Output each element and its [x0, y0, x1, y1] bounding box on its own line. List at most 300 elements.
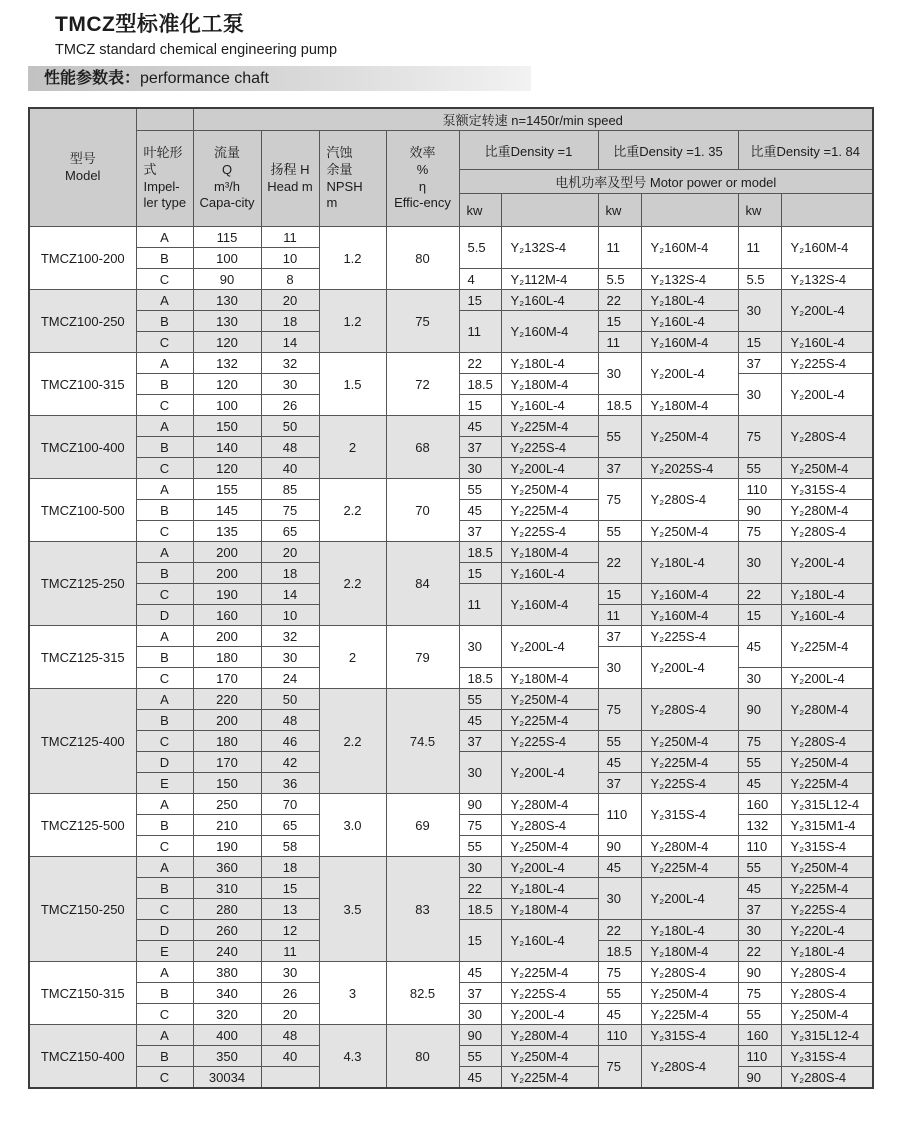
kw-cell-d1: 5.5: [459, 227, 501, 269]
table-row: [29, 626, 873, 647]
motor-model-cell-d135: Y₂250M-4: [641, 731, 738, 752]
npsh-cell: 2.2: [319, 479, 386, 542]
head-cell: 10: [261, 605, 319, 626]
kw-cell-d1: 15: [459, 290, 501, 311]
head-cell: 14: [261, 332, 319, 353]
flow-cell: 360: [193, 857, 261, 878]
impeller-type-cell: C: [136, 458, 193, 479]
impeller-type-cell: C: [136, 1004, 193, 1025]
motor-model-cell-d135: Y₂280S-4: [641, 962, 738, 983]
efficiency-cell: 80: [386, 1025, 459, 1089]
kw-cell-d135: 75: [598, 1046, 641, 1089]
head-cell: 58: [261, 836, 319, 857]
flow-cell: 170: [193, 668, 261, 689]
table-row: [29, 353, 873, 374]
kw-cell-d184: 90: [738, 500, 781, 521]
flow-cell: 400: [193, 1025, 261, 1046]
motor-model-cell-d184: Y₂280M-4: [781, 500, 873, 521]
flow-cell: 200: [193, 710, 261, 731]
motor-model-cell-d184: Y₂225M-4: [781, 773, 873, 794]
kw-cell-d184: 75: [738, 521, 781, 542]
impeller-type-cell: A: [136, 689, 193, 710]
motor-model-cell-d135: Y₂180L-4: [641, 542, 738, 584]
head-cell: 26: [261, 395, 319, 416]
impeller-type-cell: B: [136, 710, 193, 731]
motor-model-cell-d184: Y₂225M-4: [781, 626, 873, 668]
model-cell: TMCZ100-315: [29, 353, 136, 416]
flow-cell: 115: [193, 227, 261, 248]
kw-cell-d1: 18.5: [459, 899, 501, 920]
kw-cell-d1: 45: [459, 500, 501, 521]
motor-model-cell-d1: Y₂200L-4: [501, 752, 598, 794]
impeller-type-cell: A: [136, 626, 193, 647]
head-cell: 48: [261, 710, 319, 731]
motor-model-cell-d1: Y₂160M-4: [501, 584, 598, 626]
npsh-cell: 1.2: [319, 227, 386, 290]
motor-model-cell-d184: Y₂280S-4: [781, 1067, 873, 1089]
motor-model-cell-d135: Y₂160M-4: [641, 584, 738, 605]
head-cell: 18: [261, 311, 319, 332]
motor-model-cell-d184: Y₂280S-4: [781, 983, 873, 1004]
efficiency-cell: 70: [386, 479, 459, 542]
impeller-type-cell: B: [136, 815, 193, 836]
flow-cell: 190: [193, 584, 261, 605]
kw-cell-d184: 55: [738, 1004, 781, 1025]
flow-cell: 155: [193, 479, 261, 500]
kw-cell-d135: 22: [598, 920, 641, 941]
impeller-type-cell: C: [136, 269, 193, 290]
motor-model-cell-d135: Y₂160M-4: [641, 605, 738, 626]
kw-cell-d184: 22: [738, 584, 781, 605]
motor-model-cell-d1: Y₂160L-4: [501, 563, 598, 584]
head-cell: 30: [261, 374, 319, 395]
kw-cell-d135: 22: [598, 542, 641, 584]
head-cell: 65: [261, 815, 319, 836]
motor-model-cell-d184: Y₂225S-4: [781, 899, 873, 920]
motor-model-cell-d135: Y₂160L-4: [641, 311, 738, 332]
motor-model-cell-d1: Y₂225M-4: [501, 1067, 598, 1089]
flow-cell: 200: [193, 626, 261, 647]
kw-cell-d184: 45: [738, 626, 781, 668]
col-header-motor-model-3: [781, 194, 873, 227]
motor-model-cell-d1: Y₂160M-4: [501, 311, 598, 353]
impeller-type-cell: B: [136, 437, 193, 458]
head-cell: 30: [261, 647, 319, 668]
col-header-model: 型号 Model: [29, 108, 136, 227]
motor-model-cell-d1: Y₂280M-4: [501, 1025, 598, 1046]
model-cell: TMCZ150-400: [29, 1025, 136, 1089]
header-spacer-cell: [136, 108, 193, 131]
head-cell: [261, 1067, 319, 1089]
kw-cell-d1: 4: [459, 269, 501, 290]
kw-cell-d1: 45: [459, 416, 501, 437]
kw-cell-d135: 11: [598, 605, 641, 626]
motor-model-cell-d184: Y₂280M-4: [781, 689, 873, 731]
head-cell: 36: [261, 773, 319, 794]
kw-cell-d184: 75: [738, 731, 781, 752]
motor-model-cell-d1: Y₂160L-4: [501, 290, 598, 311]
col-header-density-1-84: 比重Density =1. 84: [738, 131, 873, 170]
kw-cell-d184: 110: [738, 836, 781, 857]
kw-cell-d1: 37: [459, 983, 501, 1004]
npsh-cell: 4.3: [319, 1025, 386, 1089]
motor-model-cell-d135: Y₂180L-4: [641, 290, 738, 311]
table-row: [29, 689, 873, 710]
impeller-type-cell: B: [136, 248, 193, 269]
kw-cell-d184: 90: [738, 1067, 781, 1089]
kw-cell-d1: 55: [459, 479, 501, 500]
motor-model-cell-d135: Y₂132S-4: [641, 269, 738, 290]
kw-cell-d184: 75: [738, 416, 781, 458]
section-label-en: performance chaft: [140, 70, 269, 87]
motor-model-cell-d135: Y₂315S-4: [641, 794, 738, 836]
kw-cell-d184: 160: [738, 794, 781, 815]
kw-cell-d1: 55: [459, 689, 501, 710]
flow-cell: 240: [193, 941, 261, 962]
motor-model-cell-d135: Y₂250M-4: [641, 521, 738, 542]
motor-model-cell-d184: Y₂200L-4: [781, 290, 873, 332]
head-cell: 18: [261, 857, 319, 878]
flow-cell: 140: [193, 437, 261, 458]
pump-table-body: [29, 227, 873, 1089]
motor-model-cell-d135: Y₂225M-4: [641, 752, 738, 773]
motor-model-cell-d1: Y₂160L-4: [501, 395, 598, 416]
kw-cell-d135: 22: [598, 290, 641, 311]
impeller-type-cell: D: [136, 605, 193, 626]
table-row: [29, 542, 873, 563]
impeller-type-cell: C: [136, 1067, 193, 1089]
motor-model-cell-d184: Y₂160L-4: [781, 605, 873, 626]
kw-cell-d1: 11: [459, 311, 501, 353]
efficiency-cell: 83: [386, 857, 459, 962]
motor-model-cell-d184: Y₂160M-4: [781, 227, 873, 269]
motor-model-cell-d184: Y₂315S-4: [781, 479, 873, 500]
flow-cell: 130: [193, 290, 261, 311]
motor-model-cell-d184: Y₂280S-4: [781, 962, 873, 983]
motor-model-cell-d1: Y₂225S-4: [501, 437, 598, 458]
table-row: [29, 227, 873, 248]
flow-cell: 170: [193, 752, 261, 773]
motor-model-cell-d1: Y₂112M-4: [501, 269, 598, 290]
impeller-type-cell: B: [136, 647, 193, 668]
head-cell: 24: [261, 668, 319, 689]
kw-cell-d184: 30: [738, 542, 781, 584]
motor-model-cell-d1: Y₂160L-4: [501, 920, 598, 962]
flow-cell: 135: [193, 521, 261, 542]
col-header-kw-1: kw: [459, 194, 501, 227]
impeller-type-cell: C: [136, 731, 193, 752]
col-header-efficiency: 效率 % η Effic-ency: [386, 131, 459, 227]
motor-model-cell-d1: Y₂250M-4: [501, 479, 598, 500]
motor-model-cell-d1: Y₂200L-4: [501, 626, 598, 668]
flow-cell: 260: [193, 920, 261, 941]
motor-model-cell-d184: Y₂250M-4: [781, 752, 873, 773]
kw-cell-d1: 18.5: [459, 374, 501, 395]
kw-cell-d184: 55: [738, 458, 781, 479]
impeller-type-cell: A: [136, 416, 193, 437]
kw-cell-d135: 37: [598, 458, 641, 479]
kw-cell-d184: 5.5: [738, 269, 781, 290]
impeller-type-cell: E: [136, 941, 193, 962]
kw-cell-d135: 37: [598, 773, 641, 794]
kw-cell-d135: 37: [598, 626, 641, 647]
motor-model-cell-d1: Y₂225S-4: [501, 731, 598, 752]
table-row: [29, 794, 873, 815]
kw-cell-d135: 11: [598, 227, 641, 269]
kw-cell-d135: 45: [598, 1004, 641, 1025]
kw-cell-d135: 55: [598, 983, 641, 1004]
impeller-type-cell: B: [136, 983, 193, 1004]
head-cell: 26: [261, 983, 319, 1004]
flow-cell: 310: [193, 878, 261, 899]
kw-cell-d1: 11: [459, 584, 501, 626]
model-cell: TMCZ100-250: [29, 290, 136, 353]
table-row: [29, 416, 873, 437]
efficiency-cell: 80: [386, 227, 459, 290]
head-cell: 11: [261, 227, 319, 248]
motor-model-cell-d184: Y₂280S-4: [781, 416, 873, 458]
motor-model-cell-d184: Y₂225M-4: [781, 878, 873, 899]
col-header-motor-model-1: [501, 194, 598, 227]
motor-model-cell-d135: Y₂2025S-4: [641, 458, 738, 479]
kw-cell-d135: 18.5: [598, 395, 641, 416]
kw-cell-d1: 55: [459, 1046, 501, 1067]
npsh-cell: 3: [319, 962, 386, 1025]
kw-cell-d184: 55: [738, 752, 781, 773]
impeller-type-cell: B: [136, 563, 193, 584]
flow-cell: 180: [193, 647, 261, 668]
kw-cell-d135: 55: [598, 521, 641, 542]
efficiency-cell: 68: [386, 416, 459, 479]
kw-cell-d1: 90: [459, 794, 501, 815]
head-cell: 14: [261, 584, 319, 605]
efficiency-cell: 75: [386, 290, 459, 353]
motor-model-cell-d135: Y₂225M-4: [641, 857, 738, 878]
impeller-type-cell: A: [136, 353, 193, 374]
motor-model-cell-d184: Y₂200L-4: [781, 542, 873, 584]
kw-cell-d135: 45: [598, 857, 641, 878]
npsh-cell: 2.2: [319, 689, 386, 794]
col-header-impeller: 叶轮形 式 Impel- ler type: [136, 131, 193, 227]
kw-cell-d184: 11: [738, 227, 781, 269]
head-cell: 70: [261, 794, 319, 815]
kw-cell-d1: 22: [459, 353, 501, 374]
impeller-type-cell: A: [136, 794, 193, 815]
motor-model-cell-d184: Y₂315M1-4: [781, 815, 873, 836]
kw-cell-d184: 37: [738, 353, 781, 374]
head-cell: 50: [261, 689, 319, 710]
model-cell: TMCZ125-400: [29, 689, 136, 794]
flow-cell: 100: [193, 248, 261, 269]
motor-model-cell-d135: Y₂250M-4: [641, 983, 738, 1004]
impeller-type-cell: C: [136, 332, 193, 353]
head-cell: 65: [261, 521, 319, 542]
kw-cell-d184: 132: [738, 815, 781, 836]
flow-cell: 120: [193, 374, 261, 395]
efficiency-cell: 72: [386, 353, 459, 416]
impeller-type-cell: A: [136, 1025, 193, 1046]
npsh-cell: 1.2: [319, 290, 386, 353]
impeller-type-cell: C: [136, 395, 193, 416]
kw-cell-d184: 75: [738, 983, 781, 1004]
kw-cell-d135: 18.5: [598, 941, 641, 962]
head-cell: 42: [261, 752, 319, 773]
col-header-density-1-35: 比重Density =1. 35: [598, 131, 738, 170]
model-cell: TMCZ100-400: [29, 416, 136, 479]
kw-cell-d135: 15: [598, 584, 641, 605]
kw-cell-d135: 30: [598, 353, 641, 395]
head-cell: 48: [261, 1025, 319, 1046]
impeller-type-cell: B: [136, 878, 193, 899]
kw-cell-d1: 30: [459, 626, 501, 668]
motor-model-cell-d135: Y₂160M-4: [641, 332, 738, 353]
impeller-type-cell: B: [136, 1046, 193, 1067]
kw-cell-d184: 15: [738, 332, 781, 353]
motor-model-cell-d135: Y₂180M-4: [641, 395, 738, 416]
model-cell: TMCZ125-315: [29, 626, 136, 689]
impeller-type-cell: A: [136, 290, 193, 311]
head-cell: 18: [261, 563, 319, 584]
efficiency-cell: 82.5: [386, 962, 459, 1025]
motor-model-cell-d1: Y₂225M-4: [501, 962, 598, 983]
table-row: [29, 479, 873, 500]
motor-model-cell-d135: Y₂280S-4: [641, 1046, 738, 1089]
impeller-type-cell: E: [136, 773, 193, 794]
impeller-type-cell: D: [136, 752, 193, 773]
kw-cell-d135: 55: [598, 731, 641, 752]
motor-model-cell-d1: Y₂225S-4: [501, 983, 598, 1004]
motor-model-cell-d184: Y₂180L-4: [781, 941, 873, 962]
npsh-cell: 3.0: [319, 794, 386, 857]
motor-model-cell-d1: Y₂225S-4: [501, 521, 598, 542]
kw-cell-d184: 45: [738, 878, 781, 899]
head-cell: 30: [261, 962, 319, 983]
kw-cell-d135: 30: [598, 647, 641, 689]
motor-model-cell-d135: Y₂200L-4: [641, 878, 738, 920]
kw-cell-d1: 75: [459, 815, 501, 836]
flow-cell: 160: [193, 605, 261, 626]
flow-cell: 210: [193, 815, 261, 836]
kw-cell-d1: 15: [459, 395, 501, 416]
kw-cell-d1: 30: [459, 857, 501, 878]
kw-cell-d1: 22: [459, 878, 501, 899]
motor-model-cell-d135: Y₂180L-4: [641, 920, 738, 941]
kw-cell-d1: 30: [459, 1004, 501, 1025]
motor-model-cell-d1: Y₂250M-4: [501, 689, 598, 710]
flow-cell: 120: [193, 332, 261, 353]
motor-model-cell-d135: Y₂160M-4: [641, 227, 738, 269]
head-cell: 50: [261, 416, 319, 437]
flow-cell: 190: [193, 836, 261, 857]
motor-model-cell-d184: Y₂132S-4: [781, 269, 873, 290]
motor-model-cell-d135: Y₂280S-4: [641, 689, 738, 731]
kw-cell-d135: 110: [598, 794, 641, 836]
motor-model-cell-d184: Y₂250M-4: [781, 857, 873, 878]
kw-cell-d1: 37: [459, 437, 501, 458]
impeller-type-cell: A: [136, 542, 193, 563]
motor-model-cell-d184: Y₂250M-4: [781, 458, 873, 479]
impeller-type-cell: A: [136, 479, 193, 500]
motor-model-cell-d1: Y₂250M-4: [501, 1046, 598, 1067]
col-header-npsh: 汽蚀 余量 NPSH m: [319, 131, 386, 227]
impeller-type-cell: D: [136, 920, 193, 941]
model-cell: TMCZ100-200: [29, 227, 136, 290]
model-cell: TMCZ150-315: [29, 962, 136, 1025]
npsh-cell: 2: [319, 626, 386, 689]
flow-cell: 150: [193, 416, 261, 437]
motor-model-cell-d184: Y₂200L-4: [781, 668, 873, 689]
efficiency-cell: 84: [386, 542, 459, 626]
kw-cell-d135: 45: [598, 752, 641, 773]
kw-cell-d184: 30: [738, 668, 781, 689]
impeller-type-cell: C: [136, 521, 193, 542]
pump-performance-table: [28, 107, 874, 1089]
page-title: TMCZ型标准化工泵: [55, 13, 245, 36]
motor-model-cell-d1: Y₂180L-4: [501, 878, 598, 899]
kw-cell-d1: 18.5: [459, 668, 501, 689]
motor-model-cell-d135: Y₂315S-4: [641, 1025, 738, 1046]
kw-cell-d135: 5.5: [598, 269, 641, 290]
kw-cell-d1: 30: [459, 458, 501, 479]
col-header-density-1: 比重Density =1: [459, 131, 598, 170]
flow-cell: 130: [193, 311, 261, 332]
head-cell: 20: [261, 542, 319, 563]
motor-model-cell-d1: Y₂180M-4: [501, 899, 598, 920]
col-header-kw-2: kw: [598, 194, 641, 227]
motor-model-cell-d1: Y₂180M-4: [501, 374, 598, 395]
kw-cell-d1: 18.5: [459, 542, 501, 563]
kw-cell-d135: 75: [598, 479, 641, 521]
motor-model-cell-d184: Y₂200L-4: [781, 374, 873, 416]
head-cell: 32: [261, 626, 319, 647]
col-header-motor-model-2: [641, 194, 738, 227]
head-cell: 48: [261, 437, 319, 458]
motor-model-cell-d1: Y₂225M-4: [501, 500, 598, 521]
model-cell: TMCZ125-500: [29, 794, 136, 857]
kw-cell-d135: 110: [598, 1025, 641, 1046]
col-header-motor-power: 电机功率及型号 Motor power or model: [459, 170, 873, 194]
kw-cell-d184: 30: [738, 290, 781, 332]
efficiency-cell: 69: [386, 794, 459, 857]
speed-banner: 泵额定转速 n=1450r/min speed: [193, 108, 873, 131]
impeller-type-cell: A: [136, 227, 193, 248]
impeller-type-cell: C: [136, 584, 193, 605]
motor-model-cell-d135: Y₂200L-4: [641, 353, 738, 395]
motor-model-cell-d184: Y₂315L12-4: [781, 1025, 873, 1046]
kw-cell-d184: 30: [738, 374, 781, 416]
head-cell: 20: [261, 290, 319, 311]
kw-cell-d135: 75: [598, 689, 641, 731]
kw-cell-d1: 15: [459, 920, 501, 962]
flow-cell: 120: [193, 458, 261, 479]
head-cell: 40: [261, 1046, 319, 1067]
head-cell: 15: [261, 878, 319, 899]
motor-model-cell-d1: Y₂200L-4: [501, 857, 598, 878]
flow-cell: 100: [193, 395, 261, 416]
motor-model-cell-d135: Y₂280S-4: [641, 479, 738, 521]
kw-cell-d1: 15: [459, 563, 501, 584]
kw-cell-d184: 110: [738, 1046, 781, 1067]
table-row: [29, 290, 873, 311]
motor-model-cell-d1: Y₂180L-4: [501, 353, 598, 374]
head-cell: 40: [261, 458, 319, 479]
motor-model-cell-d184: Y₂220L-4: [781, 920, 873, 941]
efficiency-cell: 79: [386, 626, 459, 689]
col-header-kw-3: kw: [738, 194, 781, 227]
impeller-type-cell: B: [136, 311, 193, 332]
motor-model-cell-d184: Y₂280S-4: [781, 521, 873, 542]
model-cell: TMCZ150-250: [29, 857, 136, 962]
